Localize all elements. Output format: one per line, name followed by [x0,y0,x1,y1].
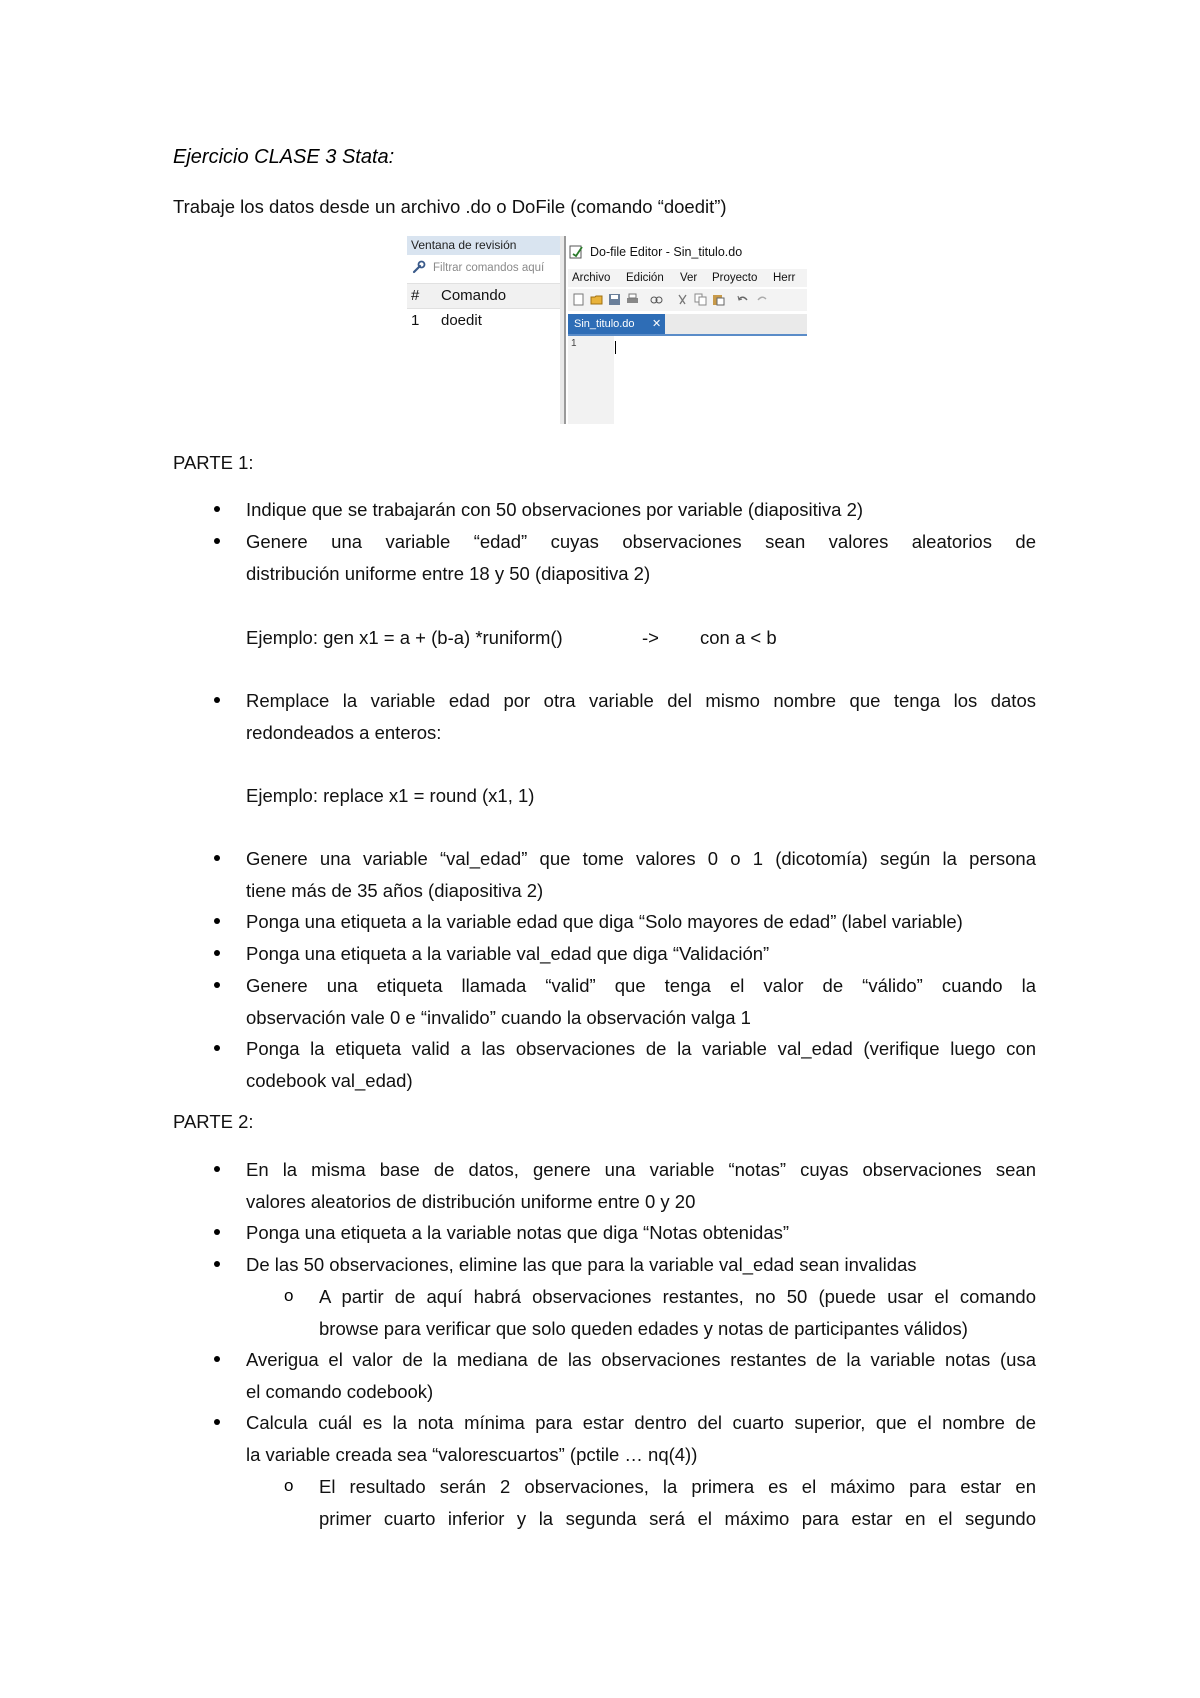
print-icon [626,293,639,306]
header-num: # [411,287,420,304]
item-text: Ponga una etiqueta a la variable edad que diga “Solo mayores de edad” (label variable) [246,911,963,932]
bullet-marker [214,1166,220,1172]
parte2-item-3 [246,1249,1036,1281]
copy-icon [694,293,707,306]
item-text: redondeados a enteros: [246,722,442,743]
item-text: Remplace la variable edad por otra variable del mismo nombre que tenga los datos [246,690,1036,711]
parte2-item-2 [246,1217,1036,1249]
tab-label: Sin_titulo.do [574,318,635,330]
item-text: A partir de aquí habrá observaciones restantes, no 50 (puede usar el comando [319,1286,1036,1307]
parte2-subitem-2 [319,1471,1036,1535]
header-command: Comando [441,287,507,304]
item-text: Ponga una etiqueta a la variable notas que diga “Notas obtenidas” [246,1222,790,1243]
item-text: browse para verificar que solo queden edades y notas de participantes válidos) [319,1318,968,1339]
review-filter [407,257,560,279]
parte2-item-4 [246,1344,1036,1408]
item-text: primer cuarto inferior y la segunda será el máximo para estar en el segundo [319,1508,1036,1529]
item-text: Genere una variable “val_edad” que tome valores 0 o 1 (dicotomía) según la persona [246,848,1036,869]
item-text: el comando codebook) [246,1381,434,1402]
item-text: codebook val_edad) [246,1070,413,1091]
editor-menubar [568,269,807,287]
bullet-marker [214,506,220,512]
parte1-heading: PARTE 1: [173,452,254,473]
tab-sin-titulo[interactable] [568,314,665,334]
bullet-marker [214,855,220,861]
document-title: Ejercicio CLASE 3 Stata: [173,146,395,168]
editor-tabstrip [568,314,807,336]
intro-text: Trabaje los datos desde un archivo .do o DoFile (comando “doedit”) [173,196,727,217]
line-number-gutter [568,336,614,424]
editor-icon [569,244,584,259]
item-text: Indique que se trabajarán con 50 observaciones por variable (diapositiva 2) [246,499,864,520]
item-text: la variable creada sea “valorescuartos” (pctile … nq(4)) [246,1444,698,1465]
item-text: Ponga la etiqueta valid a las observaciones de la variable val_edad (verifique luego con [246,1038,1036,1059]
item-text: observación vale 0 e “invalido” cuando la observación valga 1 [246,1007,751,1028]
example-1-arrow: -> [642,627,659,648]
editor-title: Do-file Editor - Sin_titulo.do [590,245,743,259]
example-code: Ejemplo: gen x1 = a + (b-a) *runiform() [246,627,563,648]
line-number: 1 [571,338,577,349]
parte1-item-7 [246,970,1036,1034]
item-text: tiene más de 35 años (diapositiva 2) [246,880,544,901]
item-text: Calcula cuál es la nota mínima para estar dentro del cuarto superior, que el nombre de [246,1412,1036,1433]
parte1-item-6 [246,938,1036,970]
editor-toolbar [568,289,807,311]
example-1 [246,622,563,654]
review-header-row [407,283,560,309]
bullet-marker [214,1229,220,1235]
text-cursor [615,341,616,354]
bullet-marker [214,918,220,924]
dofile-editor [568,236,807,424]
item-text: En la misma base de datos, genere una variable “notas” cuyas observaciones sean [246,1159,1036,1180]
tab-close-icon[interactable]: ✕ [652,318,662,330]
save-icon [608,293,621,306]
parte2-heading: PARTE 2: [173,1111,254,1132]
parte1-item-2 [246,526,1036,590]
paste-icon [712,293,725,306]
bullet-marker [214,1045,220,1051]
parte1-item-3 [246,685,1036,749]
item-text: Averigua el valor de la mediana de las observaciones restantes de la variable notas (usa [246,1349,1036,1370]
review-window [407,236,561,342]
review-window-title: Ventana de revisión [407,236,560,255]
filter-placeholder: Filtrar comandos aquí [433,262,545,274]
item-text: Genere una etiqueta llamada “valid” que tenga el valor de “válido” cuando la [246,975,1036,996]
item-text: valores aleatorios de distribución uniforme entre 0 y 20 [246,1191,696,1212]
parte1-item-5 [246,906,1036,938]
bullet-marker [214,1261,220,1267]
sub-bullet-marker: o [284,1476,294,1495]
parte1-item-8 [246,1033,1036,1097]
menu-archivo: Archivo [572,272,611,284]
new-file-icon [572,293,585,306]
wrench-icon [412,260,426,274]
sub-bullet-marker: o [284,1286,294,1305]
item-text: Genere una variable “edad” cuyas observaciones sean valores aleatorios de [246,531,1036,552]
bullet-marker [214,1419,220,1425]
bullet-marker [214,538,220,544]
row-command: doedit [441,312,482,329]
window-splitter [560,236,566,424]
menu-edicion: Edición [626,272,664,284]
menu-herr: Herr [773,272,796,284]
parte2-subitem-1 [319,1281,1036,1345]
row-num: 1 [411,312,420,329]
open-folder-icon [590,293,603,306]
cut-icon [676,293,689,306]
review-row [407,309,560,333]
item-text: distribución uniforme entre 18 y 50 (diapositiva 2) [246,563,651,584]
parte1-item-4 [246,843,1036,907]
stata-screenshot [407,236,807,424]
parte1-item-1 [246,494,1036,526]
bullet-marker [214,950,220,956]
parte2-item-5 [246,1407,1036,1471]
menu-proyecto: Proyecto [712,272,758,284]
menu-ver: Ver [680,272,698,284]
parte2-item-1 [246,1154,1036,1218]
example-1-condition: con a < b [700,627,777,648]
bullet-marker [214,697,220,703]
item-text: El resultado serán 2 observaciones, la primera es el máximo para estar en [319,1476,1036,1497]
item-text: De las 50 observaciones, elimine las que para la variable val_edad sean invalidas [246,1254,917,1275]
bullet-marker [214,982,220,988]
example-2: Ejemplo: replace x1 = round (x1, 1) [246,785,535,806]
undo-icon [736,293,749,306]
find-icon [650,293,663,306]
redo-icon [756,293,769,306]
item-text: Ponga una etiqueta a la variable val_edad que diga “Validación” [246,943,770,964]
bullet-marker [214,1356,220,1362]
